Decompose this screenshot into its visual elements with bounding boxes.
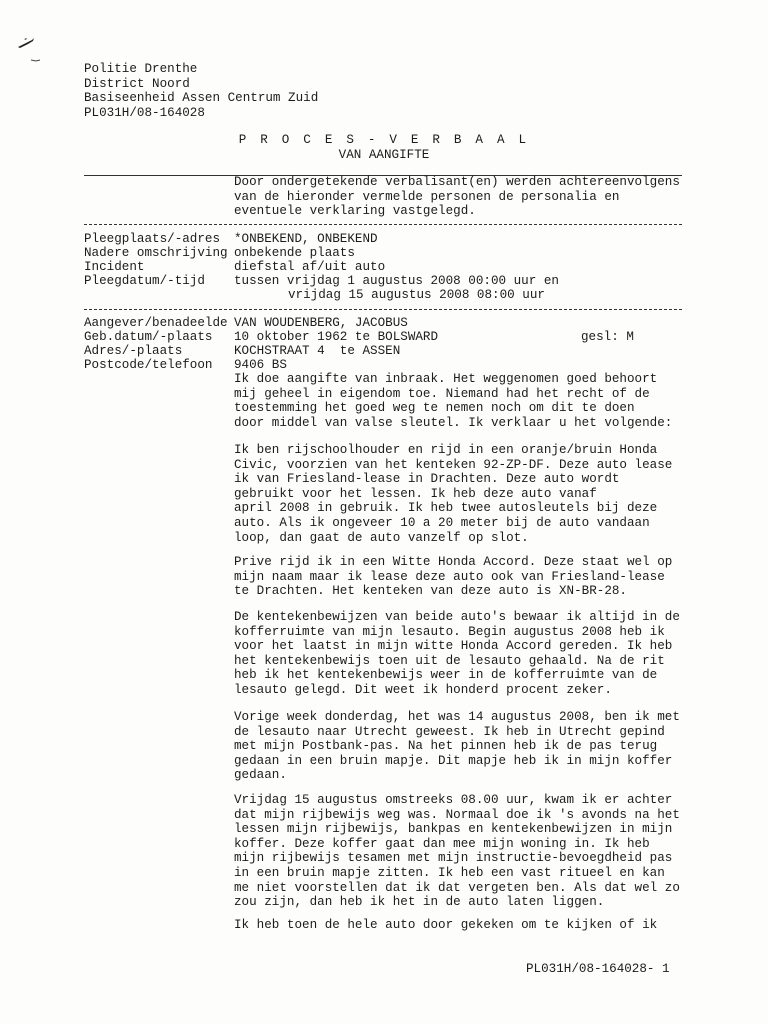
statement-line: Vorige week donderdag, het was 14 augustus 2008, ben ik met bbox=[234, 710, 680, 724]
header-line-district: District Noord bbox=[84, 76, 190, 91]
field-label: Nadere omschrijving bbox=[84, 246, 228, 260]
statement-paragraph bbox=[234, 555, 694, 599]
statement-paragraph bbox=[234, 610, 694, 698]
statement-paragraph bbox=[234, 710, 694, 783]
statement-line: kofferruimte van mijn lesauto. Begin augustus 2008 heb ik bbox=[234, 624, 665, 639]
page-footer: PL031H/08-164028- 1 bbox=[526, 962, 670, 976]
statement-line: ik van Friesland-lease in Drachten. Deze auto wordt bbox=[234, 472, 620, 487]
gender-value: gesl: M bbox=[581, 330, 634, 344]
field-label: Aangever/benadeelde bbox=[84, 316, 228, 330]
field-value: KOCHSTRAAT 4 te ASSEN bbox=[234, 344, 401, 358]
intro-line: eventuele verklaring vastgelegd. bbox=[234, 204, 476, 219]
statement-line: lessen mijn rijbewijs, bankpas en kentekenbewijzen in mijn bbox=[234, 822, 673, 837]
document-title bbox=[84, 133, 684, 162]
field-label: Postcode/telefoon bbox=[84, 358, 213, 372]
title-line-2: VAN AANGIFTE bbox=[338, 147, 430, 162]
statement-line: het kentekenbewijs toen uit de lesauto gehaald. Na de rit bbox=[234, 653, 665, 668]
statement-line: mij geheel in eigendom toe. Niemand had het recht of de bbox=[234, 386, 650, 401]
statement-line: Ik ben rijschoolhouder en rijd in een oranje/bruin Honda bbox=[234, 443, 658, 457]
field-value: 10 oktober 1962 te BOLSWARD bbox=[234, 330, 439, 344]
statement-line: De kentekenbewijzen van beide auto's bewaar ik altijd in de bbox=[234, 610, 680, 624]
field-value: *ONBEKEND, ONBEKEND bbox=[234, 232, 378, 246]
statement-line: heb ik het kentekenbewijs weer in de kofferruimte van de bbox=[234, 668, 658, 683]
statement-line: door middel van valse sleutel. Ik verklaar u het volgende: bbox=[234, 415, 673, 430]
statement-line: mijn rijbewijs tesamen met mijn instructie-bevoegdheid pas bbox=[234, 851, 673, 866]
field-label: Adres/-plaats bbox=[84, 344, 183, 358]
statement-line: in een bruin mapje zitten. Ik heb een vast ritueel en kan bbox=[234, 865, 665, 880]
intro-line: Door ondergetekende verbalisant(en) werden achtereenvolgens bbox=[234, 175, 680, 189]
statement-line: lesauto gelegd. Dit weet ik honderd procent zeker. bbox=[234, 682, 612, 697]
statement-line: gebruikt voor het lessen. Ik heb deze auto vanaf bbox=[234, 486, 597, 501]
field-value: 9406 BS bbox=[234, 358, 287, 372]
statement-line: Ik heb toen de hele auto door gekeken om te kijken of ik bbox=[234, 918, 658, 932]
divider-dashed bbox=[84, 224, 682, 225]
statement-paragraph bbox=[234, 372, 694, 430]
title-line-1: P R O C E S - V E R B A A L bbox=[238, 133, 530, 147]
statement-line: te Drachten. Het kenteken van deze auto is XN-BR-28. bbox=[234, 584, 627, 599]
statement-line: koffer. Deze koffer gaat dan mee mijn woning in. Ik heb bbox=[234, 836, 650, 851]
statement-line: toestemming het goed weg te nemen noch om dit te doen bbox=[234, 401, 635, 416]
statement-line: gedaan in een bruin mapje. Dit mapje heb ik in mijn koffer bbox=[234, 753, 673, 768]
field-label: Geb.datum/-plaats bbox=[84, 330, 213, 344]
statement-line: Prive rijd ik in een Witte Honda Accord. Deze staat wel op bbox=[234, 555, 673, 569]
header-line-organization: Politie Drenthe bbox=[84, 62, 198, 76]
statement-line: met mijn Postbank-pas. Na het pinnen heb ik de pas terug bbox=[234, 739, 658, 754]
statement-line: loop, dan gaat de auto vanzelf op slot. bbox=[234, 530, 529, 545]
statement-line: mijn naam maar ik lease deze auto ook van Friesland-lease bbox=[234, 569, 665, 584]
statement-line: voor het laatst in mijn witte Honda Accord gereden. Ik heb bbox=[234, 639, 673, 654]
header-line-case-number: PL031H/08-164028 bbox=[84, 105, 205, 120]
field-value: tussen vrijdag 1 augustus 2008 00:00 uur en bbox=[234, 274, 559, 288]
statement-paragraph bbox=[234, 443, 694, 545]
statement-line: Ik doe aangifte van inbraak. Het weggenomen goed behoort bbox=[234, 372, 658, 386]
statement-line: Vrijdag 15 augustus omstreeks 08.00 uur, kwam ik er achter bbox=[234, 793, 673, 807]
statement-line: april 2008 in gebruik. Ik heb twee autosleutels bij deze bbox=[234, 501, 658, 516]
field-value-continued: vrijdag 15 augustus 2008 08:00 uur bbox=[288, 288, 545, 302]
field-value: diefstal af/uit auto bbox=[234, 260, 386, 274]
statement-line: auto. Als ik ongeveer 10 a 20 meter bij de auto vandaan bbox=[234, 515, 650, 530]
field-value: onbekende plaats bbox=[234, 246, 355, 260]
header-block bbox=[84, 62, 318, 120]
statement-line: de lesauto naar Utrecht geweest. Ik heb in Utrecht gepind bbox=[234, 724, 665, 739]
statement-line: me niet voorstellen dat ik dat vergeten ben. Als dat wel zo bbox=[234, 880, 680, 895]
statement-line: Civic, voorzien van het kenteken 92-ZP-DF. Deze auto lease bbox=[234, 457, 673, 472]
police-logo bbox=[14, 34, 42, 68]
field-value: VAN WOUDENBERG, JACOBUS bbox=[234, 316, 408, 330]
intro-text bbox=[234, 175, 694, 219]
statement-paragraph bbox=[234, 793, 694, 910]
divider-dashed bbox=[84, 309, 682, 310]
statement-line: zou zijn, dan heb ik het in de auto laten liggen. bbox=[234, 895, 605, 910]
field-label: Incident bbox=[84, 260, 145, 274]
intro-line: van de hieronder vermelde personen de personalia en bbox=[234, 189, 620, 204]
statement-paragraph bbox=[234, 918, 694, 933]
statement-line: gedaan. bbox=[234, 768, 287, 783]
field-label: Pleegplaats/-adres bbox=[84, 232, 221, 246]
statement-line: dat mijn rijbewijs weg was. Normaal doe ik 's avonds na het bbox=[234, 807, 680, 822]
field-label: Pleegdatum/-tijd bbox=[84, 274, 205, 288]
header-line-unit: Basiseenheid Assen Centrum Zuid bbox=[84, 91, 319, 106]
